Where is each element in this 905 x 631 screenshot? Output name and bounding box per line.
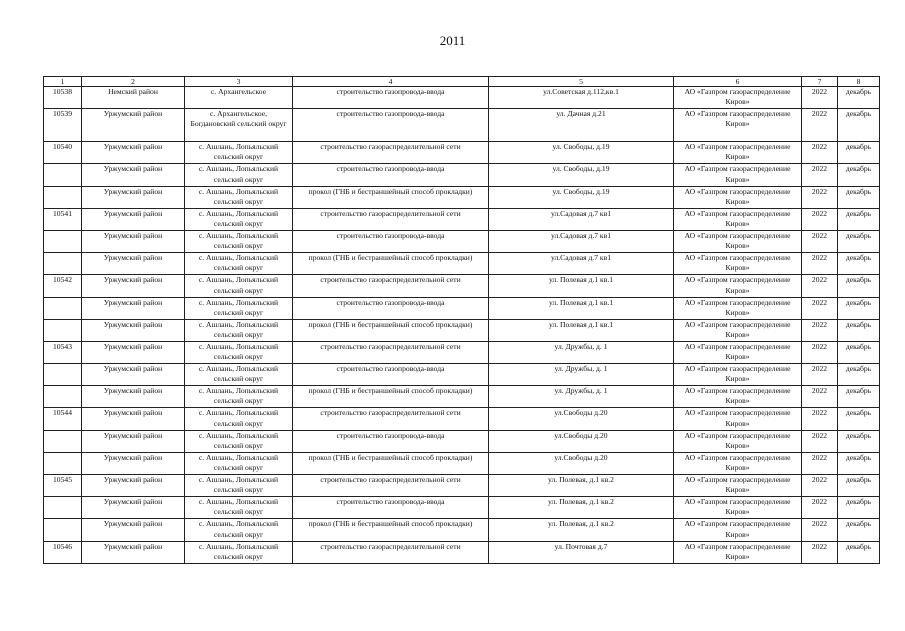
address-cell: ул. Свободы, д.19 bbox=[489, 142, 674, 164]
organization-cell: АО «Газпром газораспределение Киров» bbox=[674, 408, 802, 430]
table-row bbox=[44, 186, 880, 208]
locality-cell: с. Ашлань, Лопьяльский сельский округ bbox=[185, 164, 293, 186]
year-cell: 2022 bbox=[802, 386, 838, 408]
row-number bbox=[44, 253, 82, 275]
address-cell: ул. Свободы, д.19 bbox=[489, 164, 674, 186]
year-cell: 2022 bbox=[802, 142, 838, 164]
address-cell: ул. Дружбы, д. 1 bbox=[489, 341, 674, 363]
month-cell: декабрь bbox=[838, 109, 880, 142]
month-cell: декабрь bbox=[838, 208, 880, 230]
organization-cell: АО «Газпром газораспределение Киров» bbox=[674, 230, 802, 252]
district-cell: Уржумский район bbox=[82, 430, 185, 452]
locality-cell: с. Архангельское bbox=[185, 87, 293, 109]
locality-cell: с. Ашлань, Лопьяльский сельский округ bbox=[185, 275, 293, 297]
row-number bbox=[44, 452, 82, 474]
locality-cell: с. Ашлань, Лопьяльский сельский округ bbox=[185, 186, 293, 208]
district-cell: Уржумский район bbox=[82, 142, 185, 164]
district-cell: Уржумский район bbox=[82, 497, 185, 519]
table-row bbox=[44, 541, 880, 563]
work-type-cell: прокол (ГНБ и бестраншейный способ прокладки) bbox=[293, 319, 489, 341]
locality-cell: с. Ашлань, Лопьяльский сельский округ bbox=[185, 297, 293, 319]
month-cell: декабрь bbox=[838, 186, 880, 208]
organization-cell: АО «Газпром газораспределение Киров» bbox=[674, 364, 802, 386]
address-cell: ул.Садовая д.7 кв1 bbox=[489, 230, 674, 252]
work-type-cell: строительство газораспределительной сети bbox=[293, 275, 489, 297]
work-type-cell: строительство газораспределительной сети bbox=[293, 142, 489, 164]
district-cell: Уржумский район bbox=[82, 475, 185, 497]
address-cell: ул.Свободы д.20 bbox=[489, 408, 674, 430]
table-row bbox=[44, 208, 880, 230]
month-cell: декабрь bbox=[838, 142, 880, 164]
organization-cell: АО «Газпром газораспределение Киров» bbox=[674, 452, 802, 474]
work-type-cell: прокол (ГНБ и бестраншейный способ прокладки) bbox=[293, 452, 489, 474]
district-cell: Уржумский район bbox=[82, 364, 185, 386]
table-row bbox=[44, 475, 880, 497]
row-number bbox=[44, 297, 82, 319]
table-row bbox=[44, 452, 880, 474]
work-type-cell: строительство газопровода-ввода bbox=[293, 164, 489, 186]
locality-cell: с. Архангельское, Богдановский сельский округ bbox=[185, 109, 293, 142]
year-cell: 2022 bbox=[802, 519, 838, 541]
organization-cell: АО «Газпром газораспределение Киров» bbox=[674, 319, 802, 341]
month-cell: декабрь bbox=[838, 364, 880, 386]
organization-cell: АО «Газпром газораспределение Киров» bbox=[674, 341, 802, 363]
row-number: 10543 bbox=[44, 341, 82, 363]
table-row bbox=[44, 142, 880, 164]
year-cell: 2022 bbox=[802, 475, 838, 497]
work-type-cell: строительство газораспределительной сети bbox=[293, 541, 489, 563]
year-cell: 2022 bbox=[802, 408, 838, 430]
row-number: 10540 bbox=[44, 142, 82, 164]
row-number bbox=[44, 364, 82, 386]
year-cell: 2022 bbox=[802, 497, 838, 519]
locality-cell: с. Ашлань, Лопьяльский сельский округ bbox=[185, 341, 293, 363]
locality-cell: с. Ашлань, Лопьяльский сельский округ bbox=[185, 519, 293, 541]
organization-cell: АО «Газпром газораспределение Киров» bbox=[674, 519, 802, 541]
table-row bbox=[44, 408, 880, 430]
address-cell: ул. Почтовая д.7 bbox=[489, 541, 674, 563]
organization-cell: АО «Газпром газораспределение Киров» bbox=[674, 275, 802, 297]
month-cell: декабрь bbox=[838, 475, 880, 497]
month-cell: декабрь bbox=[838, 164, 880, 186]
month-cell: декабрь bbox=[838, 297, 880, 319]
work-type-cell: строительство газопровода-ввода bbox=[293, 497, 489, 519]
row-number bbox=[44, 497, 82, 519]
year-cell: 2022 bbox=[802, 87, 838, 109]
locality-cell: с. Ашлань, Лопьяльский сельский округ bbox=[185, 386, 293, 408]
row-number: 10539 bbox=[44, 109, 82, 142]
month-cell: декабрь bbox=[838, 541, 880, 563]
month-cell: декабрь bbox=[838, 497, 880, 519]
address-cell: ул.Садовая д.7 кв1 bbox=[489, 208, 674, 230]
address-cell: ул. Дружбы, д. 1 bbox=[489, 364, 674, 386]
year-cell: 2022 bbox=[802, 430, 838, 452]
work-type-cell: прокол (ГНБ и бестраншейный способ прокладки) bbox=[293, 186, 489, 208]
column-header: 7 bbox=[802, 77, 838, 87]
year-cell: 2022 bbox=[802, 208, 838, 230]
table-row bbox=[44, 297, 880, 319]
district-cell: Уржумский район bbox=[82, 519, 185, 541]
month-cell: декабрь bbox=[838, 275, 880, 297]
gasification-table bbox=[43, 76, 880, 564]
row-number: 10545 bbox=[44, 475, 82, 497]
address-cell: ул. Полевая, д.1 кв.2 bbox=[489, 475, 674, 497]
district-cell: Уржумский район bbox=[82, 341, 185, 363]
locality-cell: с. Ашлань, Лопьяльский сельский округ bbox=[185, 142, 293, 164]
column-header: 4 bbox=[293, 77, 489, 87]
address-cell: ул.Свободы д.20 bbox=[489, 430, 674, 452]
locality-cell: с. Ашлань, Лопьяльский сельский округ bbox=[185, 230, 293, 252]
organization-cell: АО «Газпром газораспределение Киров» bbox=[674, 87, 802, 109]
address-cell: ул. Дачная д.21 bbox=[489, 109, 674, 142]
address-cell: ул.Свободы д.20 bbox=[489, 452, 674, 474]
district-cell: Уржумский район bbox=[82, 253, 185, 275]
organization-cell: АО «Газпром газораспределение Киров» bbox=[674, 186, 802, 208]
row-number bbox=[44, 519, 82, 541]
table-row bbox=[44, 253, 880, 275]
month-cell: декабрь bbox=[838, 386, 880, 408]
year-cell: 2022 bbox=[802, 230, 838, 252]
district-cell: Уржумский район bbox=[82, 109, 185, 142]
organization-cell: АО «Газпром газораспределение Киров» bbox=[674, 142, 802, 164]
row-number bbox=[44, 164, 82, 186]
work-type-cell: строительство газопровода-ввода bbox=[293, 430, 489, 452]
district-cell: Уржумский район bbox=[82, 541, 185, 563]
year-cell: 2022 bbox=[802, 275, 838, 297]
district-cell: Уржумский район bbox=[82, 297, 185, 319]
year-cell: 2022 bbox=[802, 297, 838, 319]
column-header: 5 bbox=[489, 77, 674, 87]
locality-cell: с. Ашлань, Лопьяльский сельский округ bbox=[185, 208, 293, 230]
year-cell: 2022 bbox=[802, 164, 838, 186]
organization-cell: АО «Газпром газораспределение Киров» bbox=[674, 430, 802, 452]
locality-cell: с. Ашлань, Лопьяльский сельский округ bbox=[185, 319, 293, 341]
address-cell: ул. Полевая, д.1 кв.2 bbox=[489, 519, 674, 541]
row-number bbox=[44, 186, 82, 208]
locality-cell: с. Ашлань, Лопьяльский сельский округ bbox=[185, 364, 293, 386]
month-cell: декабрь bbox=[838, 87, 880, 109]
page-number: 2011 bbox=[439, 33, 466, 48]
month-cell: декабрь bbox=[838, 452, 880, 474]
organization-cell: АО «Газпром газораспределение Киров» bbox=[674, 208, 802, 230]
work-type-cell: прокол (ГНБ и бестраншейный способ прокладки) bbox=[293, 519, 489, 541]
month-cell: декабрь bbox=[838, 430, 880, 452]
organization-cell: АО «Газпром газораспределение Киров» bbox=[674, 475, 802, 497]
district-cell: Уржумский район bbox=[82, 408, 185, 430]
work-type-cell: прокол (ГНБ и бестраншейный способ прокладки) bbox=[293, 386, 489, 408]
district-cell: Немский район bbox=[82, 87, 185, 109]
year-cell: 2022 bbox=[802, 341, 838, 363]
district-cell: Уржумский район bbox=[82, 208, 185, 230]
locality-cell: с. Ашлань, Лопьяльский сельский округ bbox=[185, 541, 293, 563]
year-cell: 2022 bbox=[802, 186, 838, 208]
table-row bbox=[44, 87, 880, 109]
column-header: 6 bbox=[674, 77, 802, 87]
month-cell: декабрь bbox=[838, 519, 880, 541]
row-number bbox=[44, 230, 82, 252]
district-cell: Уржумский район bbox=[82, 275, 185, 297]
organization-cell: АО «Газпром газораспределение Киров» bbox=[674, 109, 802, 142]
year-cell: 2022 bbox=[802, 253, 838, 275]
locality-cell: с. Ашлань, Лопьяльский сельский округ bbox=[185, 452, 293, 474]
row-number: 10544 bbox=[44, 408, 82, 430]
table-row bbox=[44, 497, 880, 519]
row-number: 10546 bbox=[44, 541, 82, 563]
table-row bbox=[44, 430, 880, 452]
address-cell: ул. Полевая д.1 кв.1 bbox=[489, 297, 674, 319]
row-number: 10542 bbox=[44, 275, 82, 297]
address-cell: ул.Садовая д.7 кв1 bbox=[489, 253, 674, 275]
header-row bbox=[44, 77, 880, 87]
work-type-cell: строительство газораспределительной сети bbox=[293, 208, 489, 230]
table-row bbox=[44, 364, 880, 386]
row-number: 10541 bbox=[44, 208, 82, 230]
table-row bbox=[44, 319, 880, 341]
organization-cell: АО «Газпром газораспределение Киров» bbox=[674, 497, 802, 519]
locality-cell: с. Ашлань, Лопьяльский сельский округ bbox=[185, 253, 293, 275]
column-header: 3 bbox=[185, 77, 293, 87]
table-row bbox=[44, 230, 880, 252]
work-type-cell: строительство газопровода-ввода bbox=[293, 87, 489, 109]
district-cell: Уржумский район bbox=[82, 186, 185, 208]
year-cell: 2022 bbox=[802, 541, 838, 563]
work-type-cell: строительство газораспределительной сети bbox=[293, 408, 489, 430]
locality-cell: с. Ашлань, Лопьяльский сельский округ bbox=[185, 408, 293, 430]
month-cell: декабрь bbox=[838, 319, 880, 341]
row-number bbox=[44, 430, 82, 452]
work-type-cell: строительство газораспределительной сети bbox=[293, 475, 489, 497]
address-cell: ул. Дружбы, д. 1 bbox=[489, 386, 674, 408]
organization-cell: АО «Газпром газораспределение Киров» bbox=[674, 253, 802, 275]
organization-cell: АО «Газпром газораспределение Киров» bbox=[674, 541, 802, 563]
organization-cell: АО «Газпром газораспределение Киров» bbox=[674, 164, 802, 186]
year-cell: 2022 bbox=[802, 452, 838, 474]
address-cell: ул. Полевая д.1 кв.1 bbox=[489, 275, 674, 297]
row-number bbox=[44, 386, 82, 408]
column-header: 1 bbox=[44, 77, 82, 87]
district-cell: Уржумский район bbox=[82, 164, 185, 186]
address-cell: ул. Полевая д.1 кв.1 bbox=[489, 319, 674, 341]
district-cell: Уржумский район bbox=[82, 386, 185, 408]
table-row bbox=[44, 519, 880, 541]
table-row bbox=[44, 386, 880, 408]
work-type-cell: прокол (ГНБ и бестраншейный способ прокладки) bbox=[293, 253, 489, 275]
row-number bbox=[44, 319, 82, 341]
month-cell: декабрь bbox=[838, 253, 880, 275]
work-type-cell: строительство газораспределительной сети bbox=[293, 341, 489, 363]
work-type-cell: строительство газопровода-ввода bbox=[293, 109, 489, 142]
work-type-cell: строительство газопровода-ввода bbox=[293, 230, 489, 252]
year-cell: 2022 bbox=[802, 364, 838, 386]
district-cell: Уржумский район bbox=[82, 319, 185, 341]
district-cell: Уржумский район bbox=[82, 230, 185, 252]
address-cell: ул. Свободы, д.19 bbox=[489, 186, 674, 208]
table-row bbox=[44, 164, 880, 186]
table-row bbox=[44, 109, 880, 142]
address-cell: ул.Советская д.112,кв.1 bbox=[489, 87, 674, 109]
table-row bbox=[44, 275, 880, 297]
table-row bbox=[44, 341, 880, 363]
month-cell: декабрь bbox=[838, 341, 880, 363]
locality-cell: с. Ашлань, Лопьяльский сельский округ bbox=[185, 430, 293, 452]
column-header: 2 bbox=[82, 77, 185, 87]
work-type-cell: строительство газопровода-ввода bbox=[293, 364, 489, 386]
work-type-cell: строительство газопровода-ввода bbox=[293, 297, 489, 319]
year-cell: 2022 bbox=[802, 109, 838, 142]
district-cell: Уржумский район bbox=[82, 452, 185, 474]
year-cell: 2022 bbox=[802, 319, 838, 341]
locality-cell: с. Ашлань, Лопьяльский сельский округ bbox=[185, 475, 293, 497]
address-cell: ул. Полевая, д.1 кв.2 bbox=[489, 497, 674, 519]
month-cell: декабрь bbox=[838, 408, 880, 430]
organization-cell: АО «Газпром газораспределение Киров» bbox=[674, 386, 802, 408]
month-cell: декабрь bbox=[838, 230, 880, 252]
locality-cell: с. Ашлань, Лопьяльский сельский округ bbox=[185, 497, 293, 519]
organization-cell: АО «Газпром газораспределение Киров» bbox=[674, 297, 802, 319]
column-header: 8 bbox=[838, 77, 880, 87]
row-number: 10538 bbox=[44, 87, 82, 109]
